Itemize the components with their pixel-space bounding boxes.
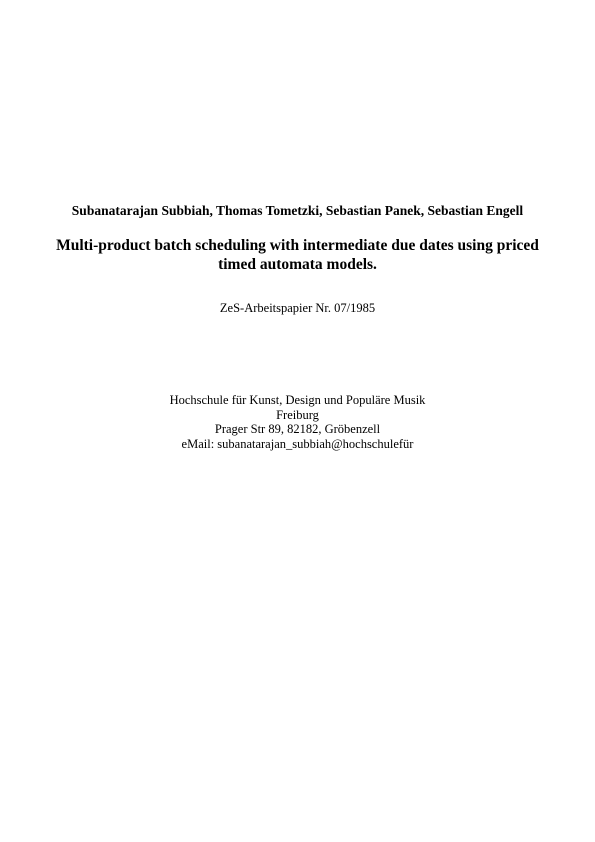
institution-name: Hochschule für Kunst, Design und Populäre Musik [169,393,426,407]
paper-title-line: Multi-product batch scheduling with intermediate due dates using priced [56,237,539,254]
street-address: Prager Str 89, 82182, Gröbenzell [214,422,381,436]
contact-email: eMail: subanatarajan_subbiah@hochschulefür [181,436,414,451]
author-list: Subanatarajan Subbiah, Thomas Tometzki, Sebastian Panek, Sebastian Engell [71,203,524,218]
paper-title-line: timed automata models. [218,256,377,273]
paper-title [40,236,555,274]
working-paper-number: ZeS-Arbeitspapier Nr. 07/1985 [219,301,376,315]
institution-city: Freiburg [276,407,319,422]
affiliation-block [0,393,595,451]
